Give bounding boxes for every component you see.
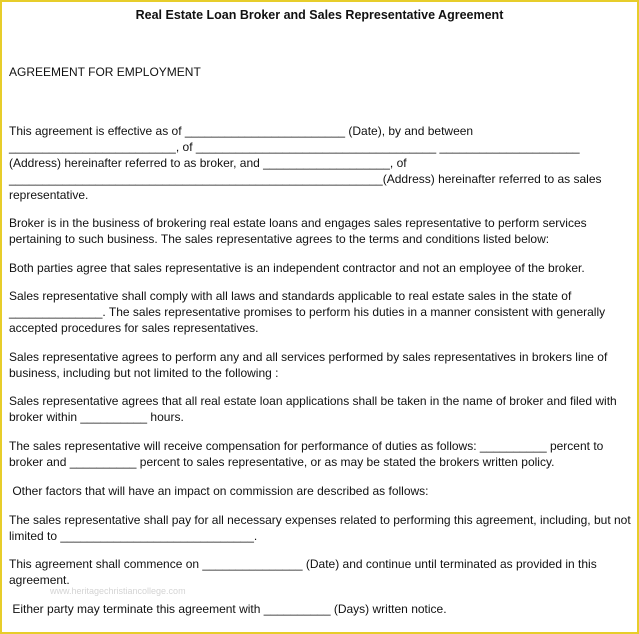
watermark-text: www.heritagechristiancollege.com [50, 586, 186, 596]
parties-paragraph [9, 123, 635, 203]
paragraph-line: broker within __________ hours. [9, 410, 184, 424]
commission-factors-paragraph [9, 483, 635, 499]
compensation-paragraph [9, 438, 635, 470]
parties-line: This agreement is effective as of ________________________ (Date), by and between [9, 124, 474, 138]
paragraph-line: pertaining to such business. The sales representative agrees to the terms and conditions listed below: [9, 232, 550, 246]
commencement-paragraph [9, 556, 635, 588]
parties-line: _________________________, of ____________________________________ _____________________ [9, 140, 580, 154]
paragraph-line: broker and __________ percent to sales representative, or as may be stated the brokers written policy. [9, 455, 555, 469]
paragraph-line: business, including but not limited to the following : [9, 366, 279, 380]
paragraph-line: Sales representative shall comply with all laws and standards applicable to real estate sales in the state of [9, 289, 572, 303]
paragraph-line: accepted procedures for sales representatives. [9, 321, 259, 335]
laws-paragraph [9, 288, 635, 336]
paragraph-line: Other factors that will have an impact on commission are described as follows: [9, 484, 429, 498]
paragraph-line: Either party may terminate this agreement with __________ (Days) written notice. [9, 602, 447, 616]
paragraph-line: The sales representative shall pay for all necessary expenses related to performing this agreement, including, but not [9, 513, 631, 527]
services-paragraph [9, 349, 635, 381]
document-title: Real Estate Loan Broker and Sales Representative Agreement [135, 8, 504, 22]
section-heading: AGREEMENT FOR EMPLOYMENT [9, 65, 201, 79]
termination-paragraph [9, 601, 635, 617]
expenses-paragraph [9, 512, 635, 544]
paragraph-line: The sales representative will receive compensation for performance of duties as follows: __________ percent to [9, 439, 604, 453]
paragraph-line: limited to _____________________________. [9, 529, 258, 543]
paragraph-line: Broker is in the business of brokering real estate loans and engages sales representative to perform services [9, 216, 587, 230]
broker-business-paragraph [9, 215, 635, 247]
paragraph-line: Both parties agree that sales representative is an independent contractor and not an employee of the broker. [9, 261, 585, 275]
contractor-paragraph [9, 260, 635, 276]
parties-line: (Address) hereinafter referred to as broker, and ___________________, of [9, 156, 407, 170]
paragraph-line: agreement. [9, 573, 70, 587]
paragraph-line: Sales representative agrees to perform any and all services performed by sales representatives in brokers line of [9, 350, 608, 364]
applications-paragraph [9, 393, 635, 425]
paragraph-line: This agreement shall commence on _______________ (Date) and continue until terminated as provided in this [9, 557, 597, 571]
paragraph-line: ______________. The sales representative promises to perform his duties in a manner consistent with generally [9, 305, 606, 319]
parties-line: ________________________________________________________(Address) hereinafter referred to as sales [9, 172, 602, 186]
document-body [9, 64, 635, 617]
paragraph-line: Sales representative agrees that all real estate loan applications shall be taken in the name of broker and filed with [9, 394, 617, 408]
parties-line: representative. [9, 188, 89, 202]
